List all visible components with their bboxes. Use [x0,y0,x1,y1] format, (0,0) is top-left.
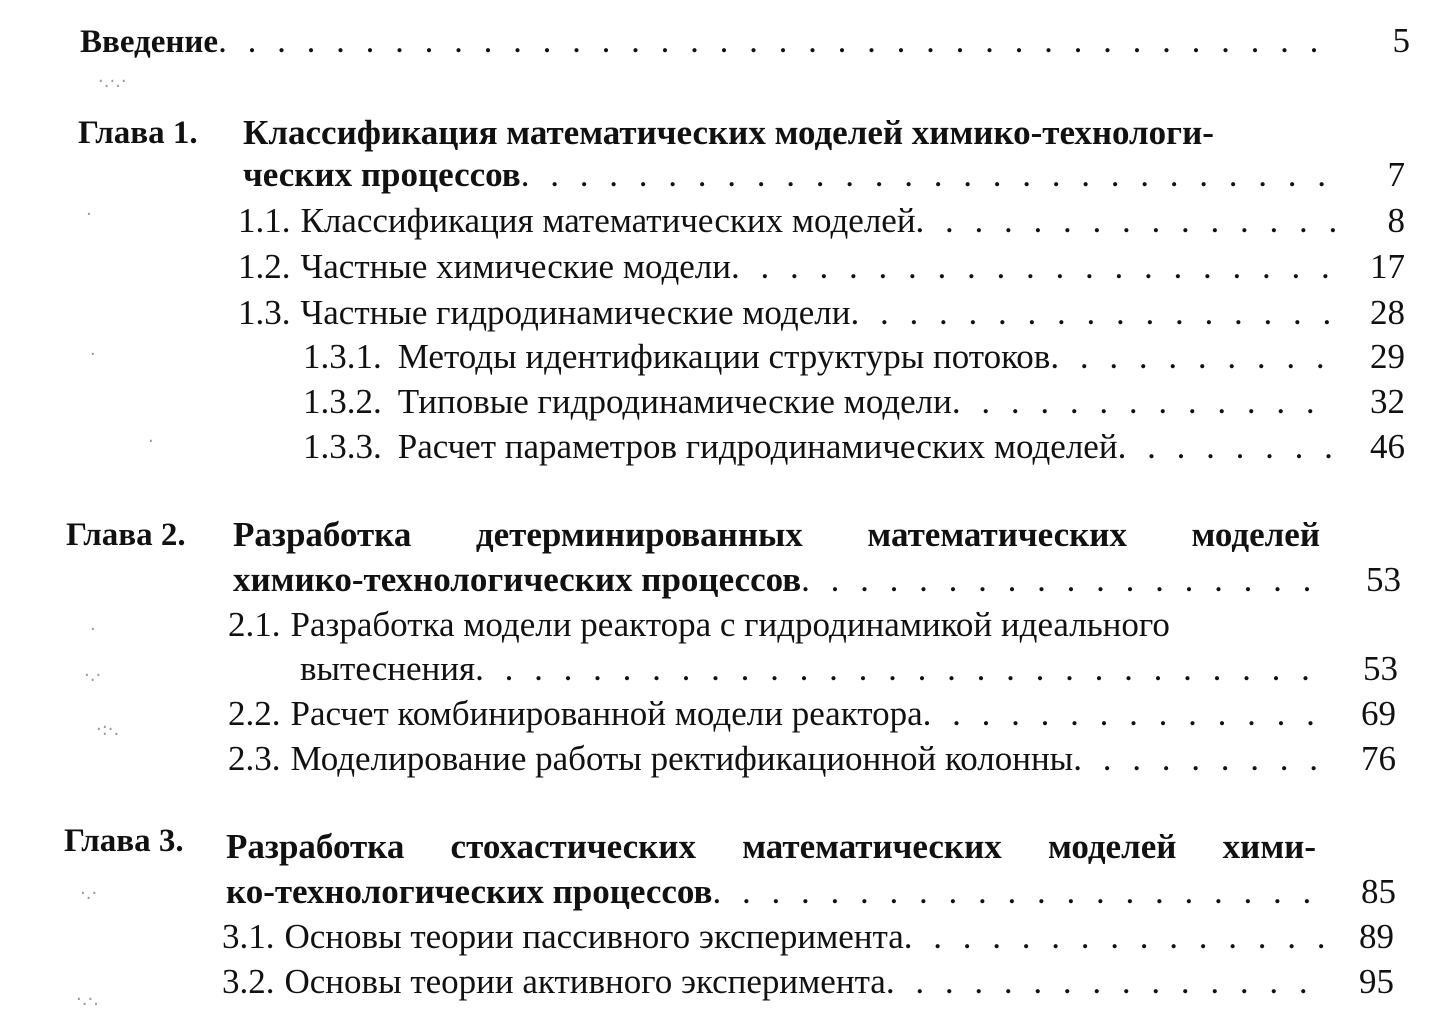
section-title: Классификация математических моделей [300,201,916,240]
section-number: 2.3. [228,739,281,778]
page-number: 89 [1359,917,1394,956]
section-title: Частные гидродинамические модели [300,293,851,332]
page-number: 85 [1361,872,1396,911]
scan-artifact: ·.· [84,665,102,686]
toc-section [222,961,1394,1003]
subsection-number: 1.3.2. [303,382,382,421]
section-title: Расчет комбинированной модели реактора [290,694,923,733]
subsection-number: 1.3.1. [303,337,382,376]
page-number: 29 [1370,337,1405,376]
section-title: Частные химические модели [300,247,731,286]
chapter-label: Глава 3. [64,823,184,859]
page-number: 28 [1370,293,1405,332]
toc-section-cont [300,648,1398,690]
toc-section [228,693,1396,735]
chapter-title: Классификация математических моделей химико-технологи- [243,113,1214,152]
page-number: 7 [1387,155,1405,194]
page-number: 5 [1392,21,1410,60]
page-number: 17 [1370,247,1405,286]
leader-dots [916,200,1335,242]
toc-subsection [303,336,1405,378]
scan-artifact: ·.· [80,883,98,904]
section-number: 1.1. [238,201,291,240]
chapter-label: Глава 2. [66,517,186,553]
toc-section [222,916,1394,958]
leader-dots [952,381,1335,423]
page-number: 76 [1361,739,1396,778]
section-number: 2.2. [228,694,281,733]
section-title: Разработка модели реактора с гидродинамикой идеального [290,605,1170,644]
chapter-label: Глава 1. [78,115,198,151]
leader-dots [923,693,1326,735]
chapter-title-cont [226,871,1396,913]
intro-title: Введение [80,24,219,60]
toc-section [228,738,1396,780]
section-number: 2.1. [228,605,281,644]
leader-dots [850,292,1335,334]
section-number: 3.2. [222,962,275,1001]
toc-section [238,246,1405,288]
scan-artifact: · [86,204,92,225]
leader-dots [218,20,1340,62]
chapter-title: Разработка стохастических математических моделей хими- [226,827,1316,866]
toc-section [238,200,1405,242]
leader-dots [731,246,1335,288]
page-number: 53 [1366,560,1401,599]
page-number: 69 [1361,694,1396,733]
toc-subsection [303,381,1405,423]
section-title: Основы теории активного эксперимента [284,962,886,1001]
leader-dots [712,871,1326,913]
chapter-title-line2: ческих процессов [243,155,521,194]
page-number: 53 [1363,649,1398,688]
scan-artifact: · [148,431,154,452]
toc-section [238,292,1405,334]
chapter-title-cont [243,154,1405,196]
section-title: Моделирование работы ректификационной колонны [290,739,1074,778]
section-number: 1.3. [238,293,291,332]
leader-dots [475,648,1328,690]
leader-dots [801,559,1331,601]
scan-artifact: ·:·. [96,719,120,740]
chapter-title-line2: химико-технологических процессов [233,560,802,599]
chapter-title-cont [233,559,1401,601]
toc-entry-intro [80,20,1410,63]
scan-artifact: · [90,344,96,365]
page-number: 32 [1370,382,1405,421]
leader-dots [521,154,1335,196]
leader-dots [1050,336,1335,378]
toc-section [228,604,1170,646]
page-number: 46 [1370,427,1405,466]
scan-artifact: · [90,619,96,640]
scan-artifact: ·.·. [76,989,99,1010]
subsection-title: Типовые гидродинамические модели [397,382,952,421]
section-number: 3.1. [222,917,275,956]
section-title-line2: вытеснения [300,649,476,688]
toc-subsection [303,426,1405,468]
section-number: 1.2. [238,247,291,286]
scan-artifact: ·.·.· [98,71,127,92]
page-number: 95 [1359,962,1394,1001]
leader-dots [886,961,1324,1003]
subsection-number: 1.3.3. [303,427,382,466]
section-title: Основы теории пассивного эксперимента [284,917,904,956]
chapter-title: Разработка детерминированных математических моделей [233,515,1320,554]
leader-dots [1118,426,1335,468]
subsection-title: Расчет параметров гидродинамических моделей [397,427,1118,466]
leader-dots [1073,738,1326,780]
leader-dots [904,916,1324,958]
page-number: 8 [1387,201,1405,240]
subsection-title: Методы идентификации структуры потоков [397,337,1051,376]
chapter-title-line2: ко-технологических процессов [226,872,713,911]
